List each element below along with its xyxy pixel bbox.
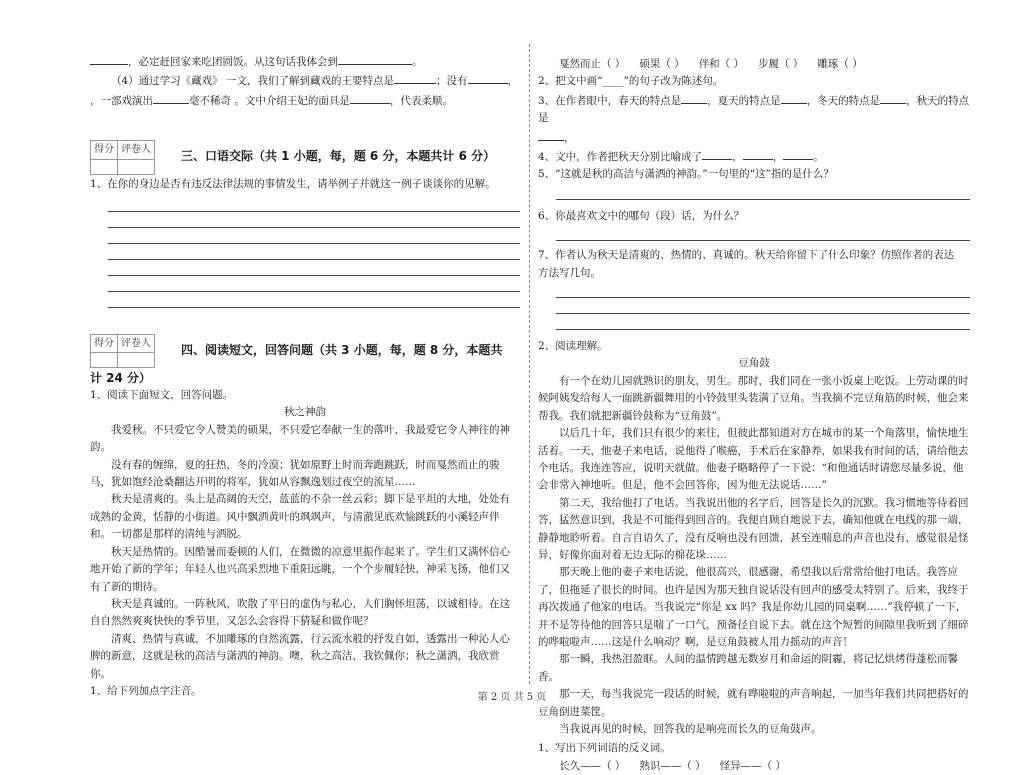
r-q7: 7、作者认为秋天是清爽的、热情的、真诚的。秋天给你留下了什么印象？仿照作者的表达 (538, 249, 955, 262)
antonym-item: 长久——（ ） (559, 759, 626, 772)
word-item: 步履（ ） (758, 58, 804, 70)
antonym-bank (538, 758, 970, 775)
p2-q1: 1、写出下列词语的反义词。 (538, 742, 671, 755)
passage2-title: 豆角鼓 (738, 357, 770, 370)
answer-blank[interactable] (468, 71, 508, 84)
grader-label: 评卷人 (118, 141, 155, 159)
right-column (538, 56, 970, 775)
score-table (90, 140, 155, 174)
read2-label: 2、阅读理解。 (538, 340, 608, 353)
section3-question: 1、在你的身边是否有违反法律法规的事情发生，请举例子并就这一例子谈谈你的见解。 (90, 178, 496, 191)
answer-blank[interactable] (880, 91, 906, 104)
q4-line: （4）通过学习《藏戏》 一文，我们了解到藏戏的王要特点是 ；没有 ， (90, 71, 520, 90)
passage-paragraph: 第二天，我给他打了电话。当我说出他的名字后，回答是长久的沉默。我习惯地等待着回答，猛然意识到，我是不可能得到回音的。我便自顾自地说下去，确知他就在电线的那一端，静静地聆听着。自言自语久了，没有反响也没有回馈，甚至连喘息的声音也没有，感觉很是怪异，好像你面对着无边无际的棉花垛…… (538, 496, 969, 561)
left-column (90, 52, 520, 700)
r-q4: 4、文中，作者把秋天分别比喻成了 ， ， 。 (538, 147, 970, 166)
score-box (90, 140, 520, 172)
section4-title-cont: 计 24 分） (90, 370, 152, 385)
answer-blank[interactable] (681, 91, 707, 104)
answer-lines (90, 196, 520, 308)
antonym-item: 熟识——（ ） (639, 759, 706, 772)
answer-line[interactable] (108, 292, 520, 308)
passage-paragraph: 秋天是真诚的。一阵秋风，吹散了平日的虚伪与私心，人们胸怀坦荡，以诚相待。在这自自然然爽爽快快的季节里，又怎么会容得下猜疑和做作呢？ (90, 597, 510, 628)
score-table (90, 334, 155, 368)
answer-blank[interactable] (338, 52, 412, 65)
answer-blank[interactable] (153, 91, 189, 104)
answer-blank[interactable] (702, 147, 732, 160)
answer-blank[interactable] (781, 91, 807, 104)
r-q2: 2、把文中画“____”的句子改为陈述句。 (538, 75, 724, 88)
r-q3: 3、在作者眼中，春天的特点是 ，夏天的特点是 ，冬天的特点是 ，秋天的特点是 (538, 91, 970, 128)
answer-line[interactable] (108, 276, 520, 292)
answer-line[interactable] (556, 225, 970, 241)
passage-paragraph: 以后几十年，我们只有很少的来往，但彼此都知道对方在城市的某一个角落里，愉快地生活着。一天，他妻子来电话，说他得了喉癌，手术后在家静养，如果我有时间的话，请给他去个电话。我连连答应，说明天就做。他妻子略略停了一下说：“和他通话时请您尽量多说，他会非常入神地听。但是，他不会回答你，因为他无法说话……” (538, 427, 969, 492)
section3-title: 三、口语交际（共 1 小题，每，题 6 分，本题共计 6 分） (181, 149, 496, 164)
answer-line[interactable] (108, 244, 520, 260)
answer-line[interactable] (108, 260, 520, 276)
passage-paragraph: 有一个在幼儿园就熟识的朋友，男生。那时，我们同在一张小饭桌上吃饭。上劳动课的时候阿姨发给每人一面跳新疆舞用的小铃鼓里头装满了豆角。当我摘不完豆角筋的时候，他会来帮我。我们就把新疆铃鼓称为“豆角鼓”。 (538, 374, 969, 422)
passage2 (538, 373, 970, 739)
passage-paragraph: 秋天是热情的。因酷暑而委顿的人们，在微微的凉意里振作起来了。学生们又满怀信心地开始了新的学年；年轻人也兴高采烈地下重阳远眺，一个个步履轻快，神采飞扬，他们又有了新的期待。 (90, 545, 510, 593)
answer-line[interactable] (108, 212, 520, 228)
grader-label: 评卷人 (118, 334, 155, 352)
passage-paragraph: 那一瞬，我热泪盈眶。人间的温情跨越无数岁月和命运的阴霾，将记忆烘烤得蓬松而馨香。 (538, 653, 958, 683)
word-item: 戛然而止（ ） (559, 58, 626, 70)
passage-paragraph: 没有春的缠绵，夏的狂热，冬的冷漠；犹如原野上时而奔跑跳跃，时而戛然而止的骏马，犹如饱经沧桑翻达开明的将军，犹如从容飘逸划过夜空的流星…… (90, 458, 500, 489)
score-label: 得分 (91, 334, 118, 352)
answer-line[interactable] (556, 314, 970, 330)
answer-blank[interactable] (90, 52, 128, 65)
passage-paragraph: 我爱秋。不只爱它令人赞美的硕果，不只爱它奉献一生的落叶，我最爱它令人神往的神韵。 (90, 423, 510, 454)
score-label: 得分 (91, 141, 118, 159)
score-box (90, 334, 520, 366)
grader-cell[interactable] (118, 353, 155, 368)
answer-blank[interactable] (743, 147, 773, 160)
score-cell[interactable] (91, 353, 118, 368)
passage1 (90, 422, 520, 683)
passage-paragraph: 那一天，每当我说完一段话的时候，就有哗啦啦的声音响起，一加当年我们共同把搭好的豆角倒进菜筐。 (538, 688, 969, 718)
answer-line[interactable] (556, 298, 970, 314)
word-item: 硕果（ ） (639, 58, 685, 70)
grader-cell[interactable] (118, 159, 155, 174)
passage-paragraph: 当我说再见的时候，回答我的是响亮而长久的豆角鼓声。 (559, 723, 822, 735)
passage-paragraph: 那天晚上他的妻子来电话说，他很高兴，很感谢，希望我以后常常给他打电话。我答应了，但拖延了很长的时间。也许是因为那天独自说话没有回声的感受太特别了。后来，我终于再次拨通了他家的电话。当我说完“你是 xx 吗？我是你幼儿园的同桌啊……”我停顿了一下，并不是等待他的回答只是喘了一口气，预备径自说下去。就在这个短暂的间隙里我听到了细碎的哗啦啦声……这是什么响动？啊，是豆角鼓被人用力摇动的声音！ (538, 566, 969, 648)
r-q7-cont: 方法写几句。 (538, 266, 601, 279)
score-cell[interactable] (91, 159, 118, 174)
answer-blank[interactable] (350, 91, 390, 104)
read1-label: 1、阅读下面短文，回答问题。 (90, 389, 234, 402)
answer-line[interactable] (108, 228, 520, 244)
passage-paragraph: 秋天是清爽的。头上是高阔的天空，蓝蓝的不杂一丝云彩；脚下是平坦的大地，处处有成熟的金黄，恬静的小街道。风中飘洒黄叶的飒飒声，与清澈见底欢愉跳跃的小溪轻声伴和。一切都是那样的清纯与洒脱。 (90, 493, 510, 541)
p1-q1: 1、给下列加点字注音。 (90, 684, 202, 697)
answer-line[interactable] (108, 196, 520, 212)
answer-blank[interactable] (538, 128, 564, 141)
answer-blank[interactable] (783, 147, 813, 160)
q3-tail: ，必定赶回家来吃团圆饭。从这句话我体会到 。 (90, 52, 520, 71)
section4-title: 四、阅读短文，回答问题（共 3 小题，每，题 8 分，本题共 (181, 342, 503, 357)
r-q5: 5、“这就是秋的高洁与潇洒的神韵。”一句里的“这”指的是什么？ (538, 168, 834, 181)
q4-line-2: ，一部戏演出 毫不稀奇 。文中介绍王妃的面具是 ，代表柔顺。 (90, 91, 520, 110)
word-item: 伴和（ ） (698, 58, 745, 70)
passage1-title: 秋之神韵 (284, 406, 326, 419)
antonym-item: 怪异——（ ） (719, 759, 787, 772)
passage-paragraph: 清爽、热情与真诚，不加雕琢的自然流露，行云流水般的抒发自如，透露出一种沁人心脾的新意，这就是秋的高洁与潇洒的神韵。噢，秋之高洁，我钦佩你；秋之潇洒，我欣赏你。 (90, 632, 510, 680)
column-divider (529, 44, 530, 684)
word-bank (538, 56, 970, 73)
r-q6: 6、你最喜欢文中的哪句（段）话，为什么？ (538, 209, 745, 222)
page-footer: 第 2 页 共 5 页 (477, 692, 547, 703)
answer-blank[interactable] (394, 71, 436, 84)
r-q3-cont: ， (538, 128, 970, 147)
answer-line[interactable] (556, 184, 970, 200)
answer-line[interactable] (556, 282, 970, 298)
word-item: 雕琢（ ） (817, 58, 863, 70)
